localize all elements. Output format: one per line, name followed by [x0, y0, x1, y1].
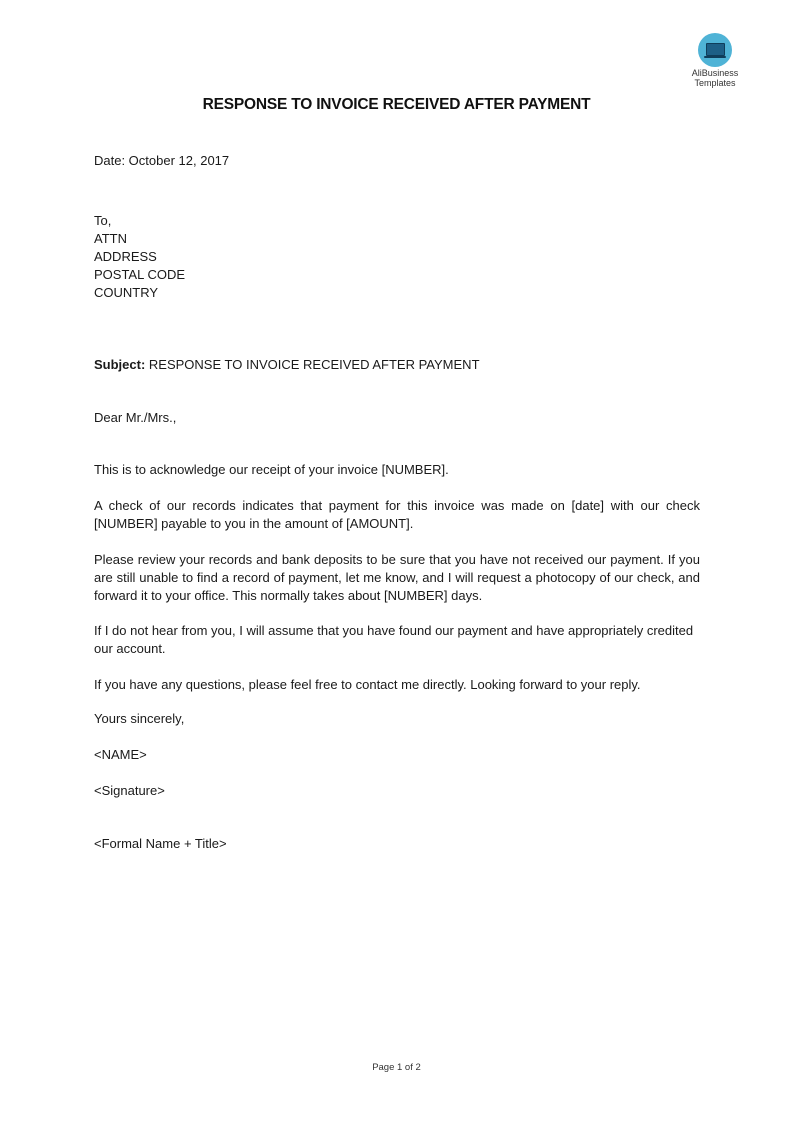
page-number: Page 1 of 2 — [372, 1062, 421, 1073]
recipient-attn: ATTN — [94, 231, 127, 246]
paragraph-2: A check of our records indicates that payment for this invoice was made on [date] with our check [NUMBER] payable to you in the amount of [AMOUNT]. — [94, 498, 700, 531]
laptop-icon — [698, 33, 732, 67]
document-title: RESPONSE TO INVOICE RECEIVED AFTER PAYMENT — [202, 96, 591, 113]
brand-logo — [681, 33, 749, 88]
logo-text — [681, 69, 749, 88]
recipient-postal-code: POSTAL CODE — [94, 267, 186, 282]
letter-date: Date: October 12, 2017 — [94, 153, 230, 168]
paragraph-5: If you have any questions, please feel free to contact me directly. Looking forward to your reply. — [94, 677, 641, 692]
logo-line-1: AliBusiness — [691, 68, 739, 78]
paragraph-4: If I do not hear from you, I will assume that you have found our payment and have appropriately credited our account. — [94, 623, 694, 656]
signature-placeholder: <Signature> — [94, 783, 165, 798]
formal-name-title: <Formal Name + Title> — [94, 836, 227, 851]
paragraph-3: Please review your records and bank deposits to be sure that you have not received our payment. If you are still unable to find a record of payment, let me know, and I will request a photocopy of our check, and forward it to your office. This normally takes about [NUMBER] days. — [94, 552, 700, 603]
closing: Yours sincerely, — [94, 711, 185, 726]
recipient-to: To, — [94, 213, 112, 228]
sender-name: <NAME> — [94, 747, 147, 762]
paragraph-1: This is to acknowledge our receipt of your invoice [NUMBER]. — [94, 462, 449, 477]
recipient-country: COUNTRY — [94, 285, 159, 300]
salutation: Dear Mr./Mrs., — [94, 410, 177, 425]
subject-label: Subject: — [94, 357, 146, 372]
logo-line-2: Templates — [694, 77, 736, 88]
subject-line — [94, 356, 700, 374]
recipient-address: ADDRESS — [94, 249, 157, 264]
subject-text: RESPONSE TO INVOICE RECEIVED AFTER PAYMENT — [145, 357, 480, 372]
